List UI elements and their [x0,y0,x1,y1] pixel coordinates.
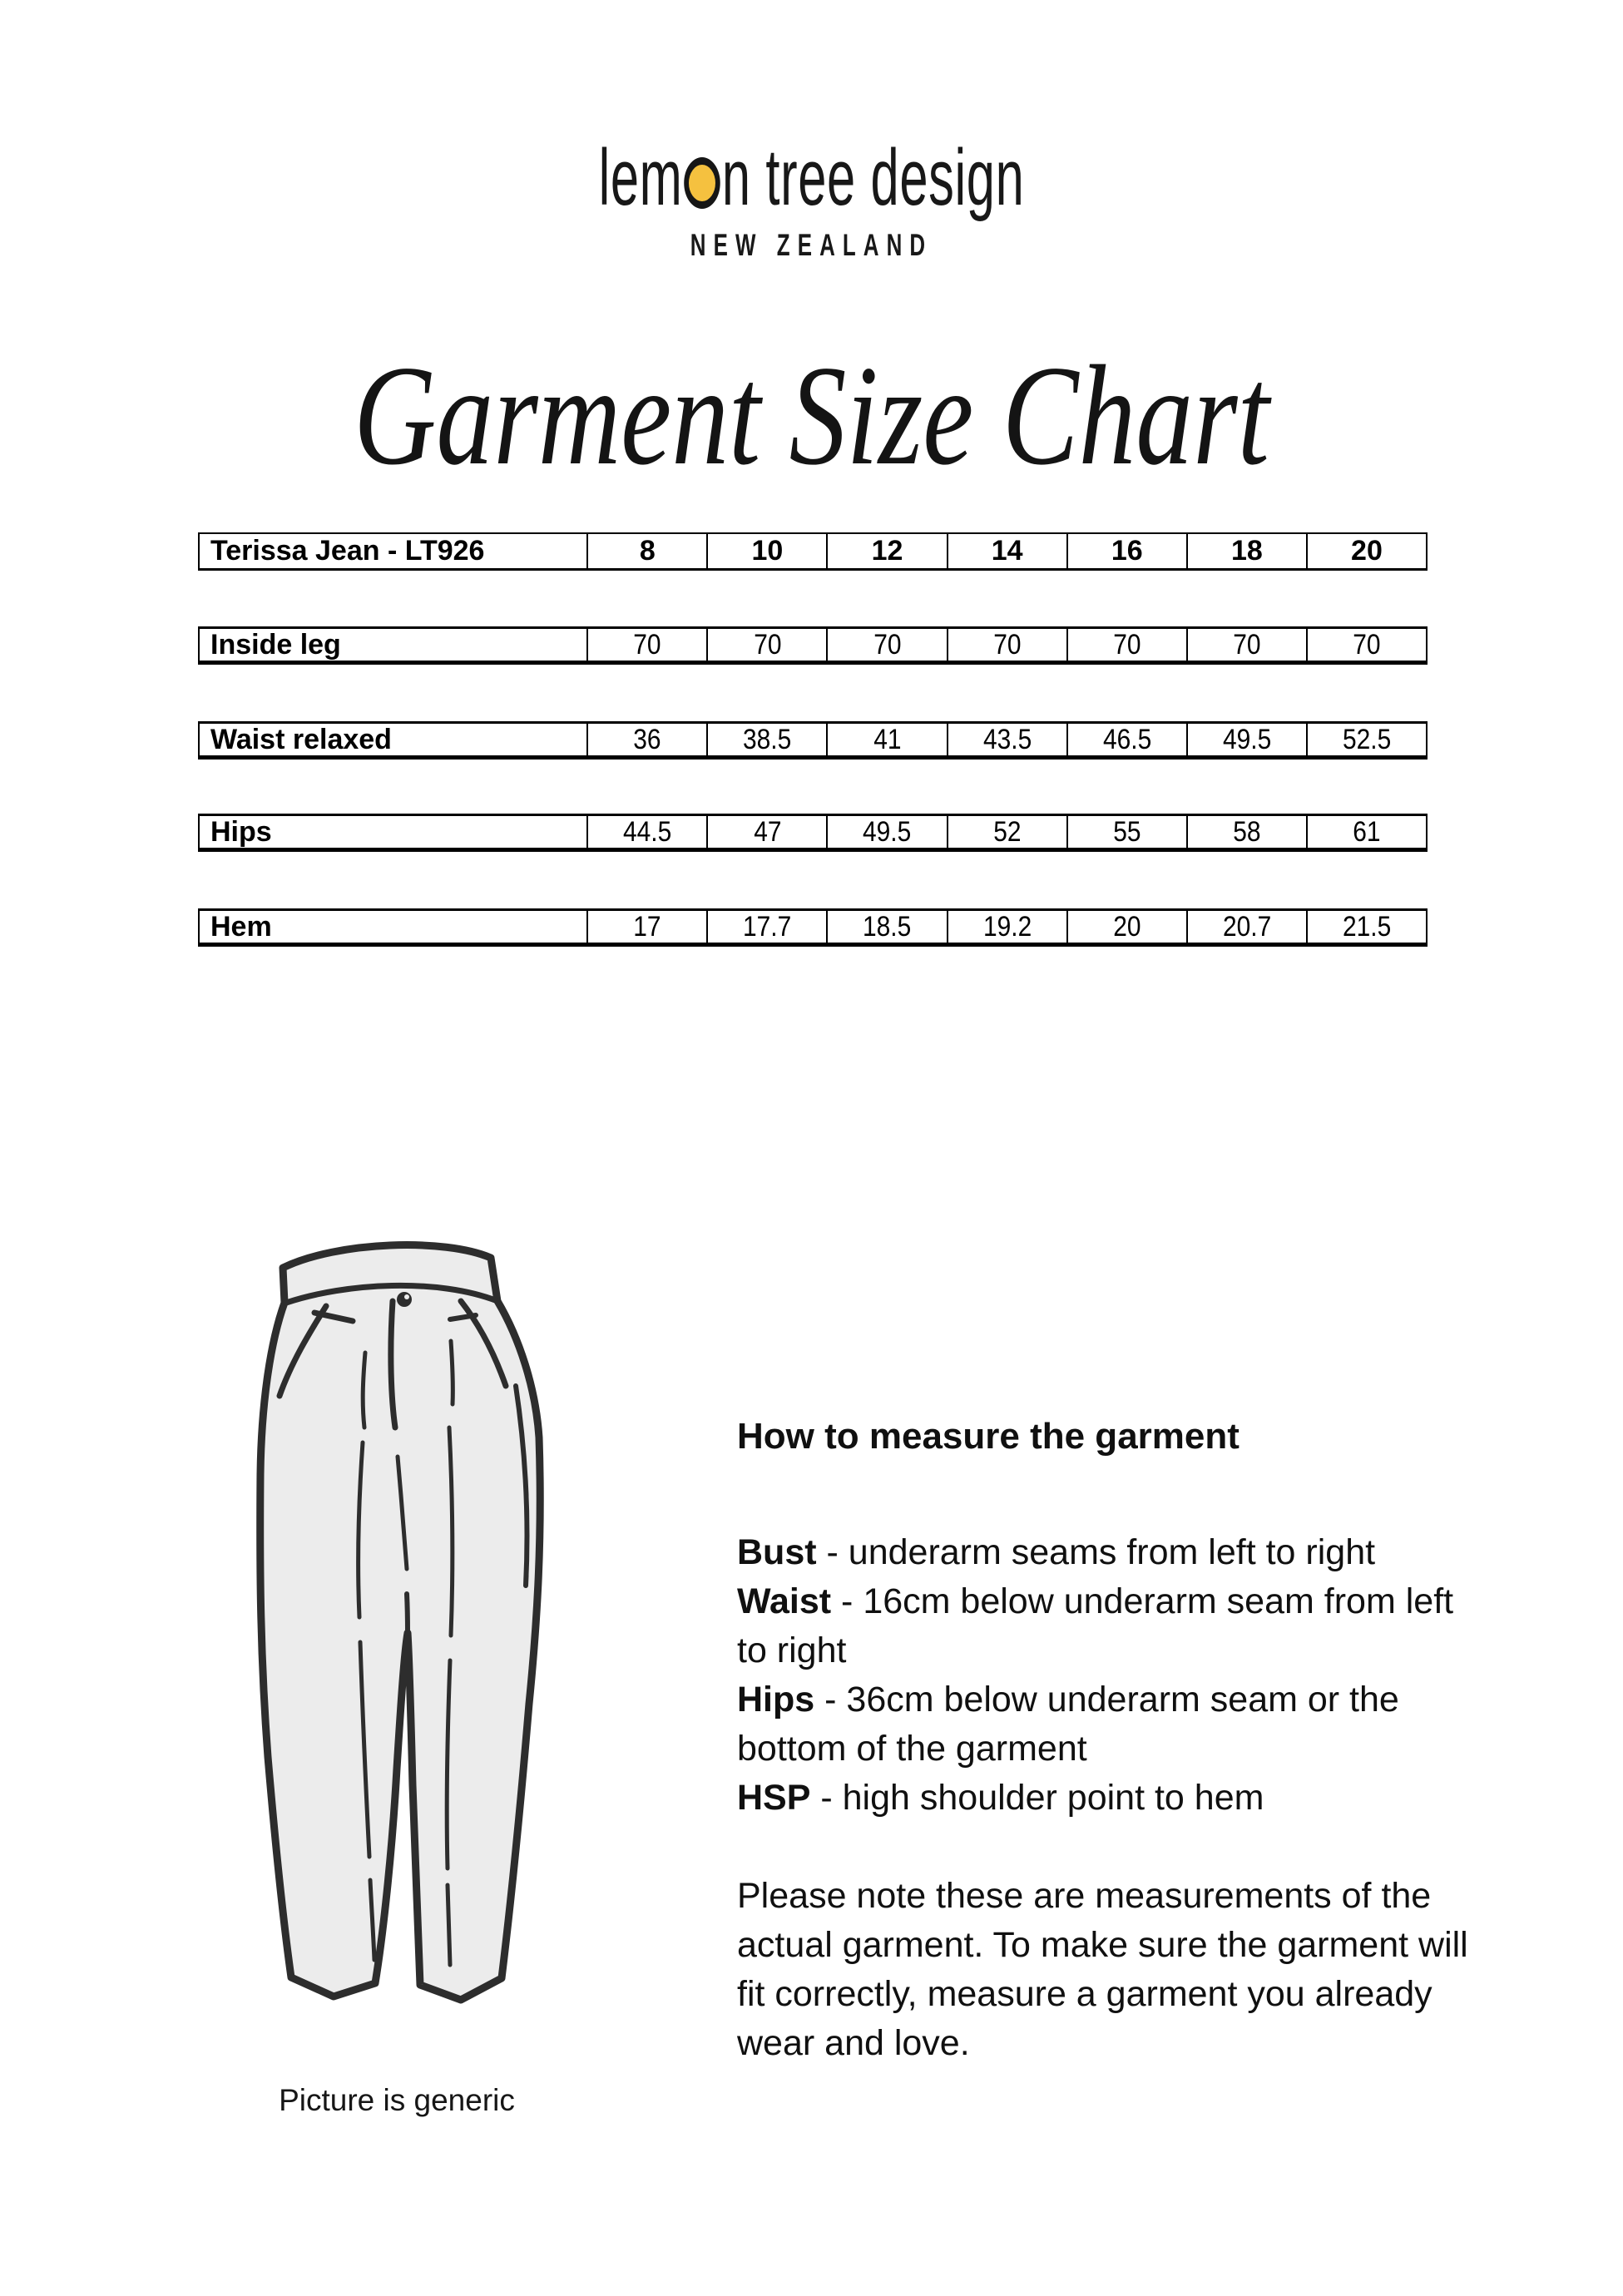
size-header-cell: 14 [948,534,1068,568]
measurement-cell: 17.7 [708,911,828,943]
trousers-button-highlight [404,1294,409,1299]
trousers-crotch-shadow [407,1594,408,1633]
measurement-cell: 70 [948,629,1068,661]
table-header-row [198,532,1428,571]
measure-definition [737,1675,1472,1774]
size-header-cell: 16 [1068,534,1188,568]
measurement-cell: 70 [828,629,948,661]
measurement-cell: 49.5 [1188,724,1308,755]
measurement-cell: 55 [1068,816,1188,848]
definition-text: - underarm seams from left to right [826,1531,1376,1572]
measurement-cell: 44.5 [588,816,708,848]
measurement-cell: 61 [1353,816,1381,848]
trousers-button-icon [397,1292,412,1307]
measure-definition [737,1528,1472,1577]
brand-wordmark-pre: lem [598,133,683,222]
product-name-cell: Terissa Jean - LT926 [200,534,588,568]
definition-term: HSP [737,1777,811,1818]
measure-guide [737,1416,1472,2068]
size-header-cell: 18 [1188,534,1308,568]
right-pleat [451,1341,453,1404]
measurement-cell: 21.5 [1342,911,1392,943]
measurement-cell: 38.5 [708,724,828,755]
definition-text: - 36cm below underarm seam or the bottom of the garment [737,1679,1399,1769]
measure-definition [737,1577,1472,1675]
measurement-cell: 43.5 [948,724,1068,755]
measure-guide-heading: How to measure the garment [737,1416,1240,1457]
measurement-cell: 49.5 [828,816,948,848]
measurement-cell: 36 [588,724,708,755]
measurement-cell: 46.5 [1068,724,1188,755]
measure-definition [737,1774,1472,1823]
measurement-cell: 20.7 [1188,911,1308,943]
brand-wordmark [292,133,1331,222]
table-row [198,626,1428,665]
table-row [198,814,1428,852]
lemon-o-icon [684,157,720,209]
row-label-cell: Hem [200,911,588,943]
definition-text: - 16cm below underarm seam from left to right [737,1581,1454,1670]
definition-text: - high shoulder point to hem [820,1777,1264,1818]
right-leg-crease [448,1885,450,1965]
brand-logo [0,133,1623,263]
measurement-cell: 58 [1188,816,1308,848]
brand-country: NEW ZEALAND [690,228,933,262]
size-header-cell: 20 [1351,535,1383,567]
size-chart-table [198,532,1428,948]
measurement-cell: 70 [1068,629,1188,661]
trousers-silhouette [260,1245,541,2000]
measurement-cell: 70 [708,629,828,661]
trousers-illustration [238,1220,556,2020]
row-label-cell: Waist relaxed [200,724,588,755]
measurement-cell: 41 [828,724,948,755]
row-label-cell: Hips [200,816,588,848]
table-row [198,908,1428,947]
measurement-cell: 70 [588,629,708,661]
measurement-cell: 18.5 [828,911,948,943]
measurement-cell: 70 [1353,629,1381,661]
row-label-cell: Inside leg [200,629,588,661]
measurement-cell: 52 [948,816,1068,848]
measurement-cell: 20 [1068,911,1188,943]
definition-term: Waist [737,1581,832,1621]
size-header-cell: 10 [708,534,828,568]
size-header-cell: 8 [588,534,708,568]
page-title: Garment Size Chart [354,337,1269,495]
measurement-cell: 19.2 [948,911,1068,943]
brand-wordmark-post: n tree design [721,133,1025,222]
measure-note: Please note these are measurements of the actual garment. To make sure the garment will fit correctly, measure a garment you already wear and love. [737,1875,1468,2063]
left-pleat [363,1353,365,1428]
measurement-cell: 52.5 [1342,724,1392,755]
measurement-cell: 47 [708,816,828,848]
table-row [198,721,1428,760]
size-header-cell: 12 [828,534,948,568]
definition-term: Hips [737,1679,815,1720]
measurement-cell: 17 [588,911,708,943]
definition-term: Bust [737,1531,817,1572]
illustration-caption: Picture is generic [279,2083,515,2117]
measurement-cell: 70 [1188,629,1308,661]
